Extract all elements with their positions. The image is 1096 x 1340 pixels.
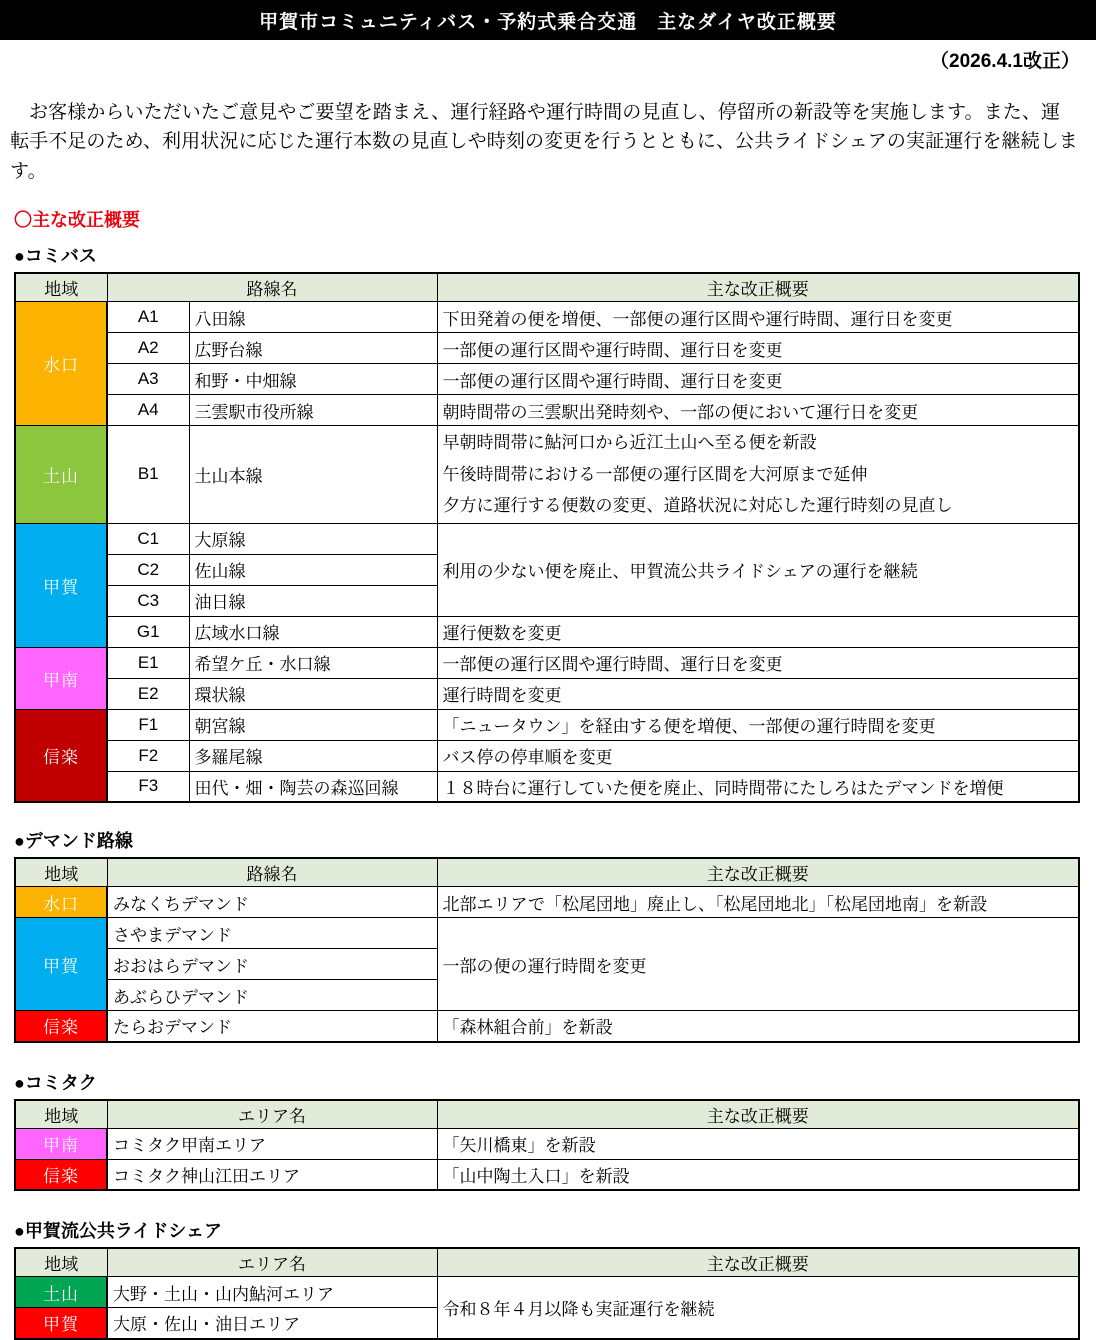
header-region: 地域	[15, 1248, 107, 1277]
demand-route-name-cell: みなくちデマンド	[107, 887, 437, 918]
route-code-cell: F1	[107, 709, 189, 740]
route-code-cell: C3	[107, 585, 189, 616]
region-cell-土山: 土山	[15, 1277, 107, 1308]
route-code-cell: C2	[107, 554, 189, 585]
route-name-cell: 三雲駅市役所線	[189, 395, 437, 426]
route-code-cell: G1	[107, 616, 189, 647]
route-name-cell: 希望ケ丘・水口線	[189, 647, 437, 678]
main-section-heading: 〇主な改正概要	[14, 210, 140, 231]
table-row	[15, 364, 1079, 395]
region-cell-水口: 水口	[15, 887, 107, 918]
route-summary-cell: バス停の停車順を変更	[437, 740, 1079, 771]
route-summary-cell: 運行便数を変更	[437, 616, 1079, 647]
region-cell-信楽: 信楽	[15, 1159, 107, 1190]
route-summary-cell: 「ニュータウン」を経由する便を増便、一部便の運行時間を変更	[437, 709, 1079, 740]
region-cell-甲南: 甲南	[15, 1128, 107, 1159]
table-row	[15, 887, 1079, 918]
demand-section-heading: ●デマンド路線	[14, 831, 133, 852]
route-code-cell: A3	[107, 364, 189, 395]
rideshare-table-body	[15, 1277, 1079, 1339]
route-summary-cell: １８時台に運行していた便を廃止、同時間帯にたしろはたデマンドを増便	[437, 771, 1079, 802]
desc-line: 早朝時間帯に鮎河口から近江土山へ至る便を新設	[442, 433, 817, 453]
table-row	[15, 647, 1079, 678]
route-name-cell: 環状線	[189, 678, 437, 709]
header-region: 地域	[15, 858, 107, 887]
route-code-cell: B1	[107, 426, 189, 523]
route-name-cell: 朝宮線	[189, 709, 437, 740]
header-summary: 主な改正概要	[437, 273, 1079, 302]
rideshare-section-heading: ●甲賀流公共ライドシェア	[14, 1221, 222, 1242]
table-row	[15, 395, 1079, 426]
route-summary-cell: 下田発着の便を増便、一部便の運行区間や運行時間、運行日を変更	[437, 302, 1079, 333]
region-cell-信楽: 信楽	[15, 1011, 107, 1042]
header-summary: 主な改正概要	[437, 1248, 1079, 1277]
intro-paragraph: お客様からいただいたご意見やご要望を踏まえ、運行経路や運行時間の見直し、停留所の新設等を実施します。また、運転手不足のため、利用状況に応じた運行本数の見直しや時刻の変更を行うとともに、公共ライドシェアの実証運行を継続します。	[10, 102, 1078, 182]
header-region: 地域	[15, 273, 107, 302]
header-area: エリア名	[107, 1100, 437, 1129]
route-code-cell: A2	[107, 333, 189, 364]
route-code-cell: A4	[107, 395, 189, 426]
table-header-row	[15, 1100, 1079, 1129]
demand-summary-cell: 一部の便の運行時間を変更	[437, 918, 1079, 1011]
region-cell-水口: 水口	[15, 302, 107, 426]
header-summary: 主な改正概要	[437, 1100, 1079, 1129]
table-header-row	[15, 273, 1079, 302]
revision-date-row	[0, 40, 1096, 73]
komitaku-area-cell: コミタク甲南エリア	[107, 1128, 437, 1159]
desc-line: 夕方に運行する便数の変更、道路状況に対応した運行時刻の見直し	[442, 496, 953, 516]
rideshare-summary-cell: 令和８年４月以降も実証運行を継続	[437, 1277, 1079, 1339]
route-code-cell: E2	[107, 678, 189, 709]
demand-table	[14, 857, 1080, 1043]
route-code-cell: F3	[107, 771, 189, 802]
header-region: 地域	[15, 1100, 107, 1129]
table-row	[15, 1277, 1079, 1308]
route-summary-cell: 朝時間帯の三雲駅出発時刻や、一部の便において運行日を変更	[437, 395, 1079, 426]
demand-route-name-cell: あぶらひデマンド	[107, 980, 437, 1011]
komibus-table-body	[15, 302, 1079, 802]
route-summary-cell: 運行時間を変更	[437, 678, 1079, 709]
demand-route-name-cell: さやまデマンド	[107, 918, 437, 949]
demand-route-name-cell: おおはらデマンド	[107, 949, 437, 980]
page-title: 甲賀市コミュニティバス・予約式乗合交通 主なダイヤ改正概要	[259, 11, 837, 33]
rideshare-area-cell: 大野・土山・山内鮎河エリア	[107, 1277, 437, 1308]
route-name-cell: 大原線	[189, 523, 437, 554]
route-code-cell: C1	[107, 523, 189, 554]
table-header-row	[15, 858, 1079, 887]
komibus-section-heading: ●コミバス	[14, 246, 97, 267]
route-summary-cell: 一部便の運行区間や運行時間、運行日を変更	[437, 647, 1079, 678]
route-name-cell: 田代・畑・陶芸の森巡回線	[189, 771, 437, 802]
komitaku-summary-cell: 「山中陶土入口」を新設	[437, 1159, 1079, 1190]
route-name-cell: 和野・中畑線	[189, 364, 437, 395]
route-code-cell: F2	[107, 740, 189, 771]
komitaku-table	[14, 1099, 1080, 1192]
route-name-cell: 広域水口線	[189, 616, 437, 647]
table-row	[15, 740, 1079, 771]
demand-summary-cell: 北部エリアで「松尾団地」廃止し、「松尾団地北」「松尾団地南」を新設	[437, 887, 1079, 918]
region-cell-甲南: 甲南	[15, 647, 107, 709]
region-cell-甲賀: 甲賀	[15, 918, 107, 1011]
komitaku-area-cell: コミタク神山江田エリア	[107, 1159, 437, 1190]
route-summary-cell: 一部便の運行区間や運行時間、運行日を変更	[437, 364, 1079, 395]
route-name-cell: 広野台線	[189, 333, 437, 364]
demand-table-body	[15, 887, 1079, 1042]
route-name-cell: 佐山線	[189, 554, 437, 585]
table-row	[15, 771, 1079, 802]
route-summary-cell: 利用の少ない便を廃止、甲賀流公共ライドシェアの運行を継続	[437, 523, 1079, 616]
header-route: 路線名	[107, 858, 437, 887]
route-name-cell: 土山本線	[189, 426, 437, 523]
rideshare-area-cell: 大原・佐山・油日エリア	[107, 1308, 437, 1339]
region-cell-信楽: 信楽	[15, 709, 107, 802]
table-row	[15, 1159, 1079, 1190]
table-row	[15, 678, 1079, 709]
route-summary-cell: 一部便の運行区間や運行時間、運行日を変更	[437, 333, 1079, 364]
desc-line: 午後時間帯における一部便の運行区間を大河原まで延伸	[442, 464, 868, 484]
route-summary-cell	[437, 426, 1079, 523]
header-area: エリア名	[107, 1248, 437, 1277]
header-route: 路線名	[107, 273, 437, 302]
demand-summary-cell: 「森林組合前」を新設	[437, 1011, 1079, 1042]
komitaku-table-body	[15, 1128, 1079, 1190]
region-cell-土山: 土山	[15, 426, 107, 523]
route-code-cell: A1	[107, 302, 189, 333]
table-row	[15, 302, 1079, 333]
table-row	[15, 1128, 1079, 1159]
region-cell-甲賀: 甲賀	[15, 523, 107, 647]
demand-route-name-cell: たらおデマンド	[107, 1011, 437, 1042]
route-name-cell: 多羅尾線	[189, 740, 437, 771]
komitaku-section-heading: ●コミタク	[14, 1072, 97, 1093]
route-code-cell: E1	[107, 647, 189, 678]
table-row	[15, 1011, 1079, 1042]
route-name-cell: 油日線	[189, 585, 437, 616]
komitaku-summary-cell: 「矢川橋東」を新設	[437, 1128, 1079, 1159]
header-summary: 主な改正概要	[437, 858, 1079, 887]
table-row	[15, 709, 1079, 740]
page-title-banner	[0, 0, 1096, 40]
route-name-cell: 八田線	[189, 302, 437, 333]
table-row	[15, 333, 1079, 364]
region-cell-甲賀: 甲賀	[15, 1308, 107, 1339]
table-row	[15, 523, 1079, 554]
table-row	[15, 426, 1079, 523]
table-header-row	[15, 1248, 1079, 1277]
table-row	[15, 616, 1079, 647]
table-row	[15, 918, 1079, 949]
komibus-table	[14, 272, 1080, 803]
rideshare-table	[14, 1247, 1080, 1340]
revision-date: （2026.4.1改正）	[930, 51, 1080, 72]
